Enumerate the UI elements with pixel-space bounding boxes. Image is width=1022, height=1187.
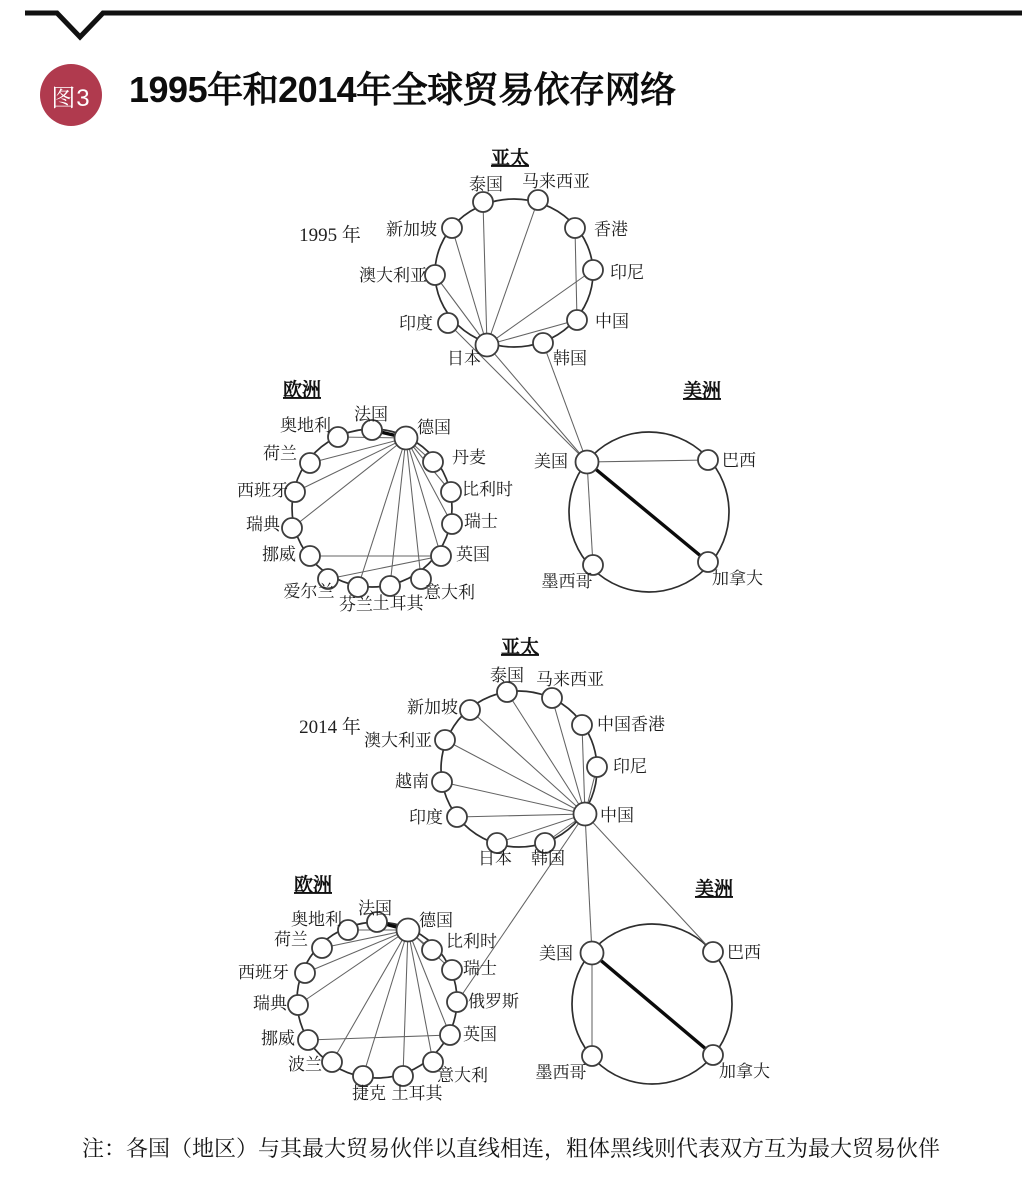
node-label-2014-巴西: 巴西 [727,943,761,962]
edge-2014-土耳其-德国 [403,930,408,1076]
node-label-1995-马来西亚: 马来西亚 [522,172,590,191]
node-2014-比利时 [422,940,442,960]
edge-2014-美国-加拿大 [592,953,713,1055]
edge-1995-瑞典-德国 [292,438,406,528]
node-label-1995-爱尔兰: 爱尔兰 [283,582,335,601]
node-label-1995-中国: 中国 [595,312,629,331]
node-label-1995-加拿大: 加拿大 [712,569,763,588]
node-1995-土耳其 [380,576,400,596]
year-label-1995: 1995 年 [299,225,361,246]
node-label-2014-新加坡: 新加坡 [407,698,458,717]
node-1995-比利时 [441,482,461,502]
node-2014-俄罗斯 [447,992,467,1012]
node-label-2014-意大利: 意大利 [437,1066,488,1085]
region-title-1995-亚太: 亚太 [490,148,530,169]
node-2014-巴西 [703,942,723,962]
node-label-1995-澳大利亚: 澳大利亚 [359,266,427,285]
node-1995-挪威 [300,546,320,566]
node-label-2014-法国: 法国 [358,899,392,918]
node-2014-新加坡 [460,700,480,720]
node-label-1995-瑞典: 瑞典 [246,515,280,534]
node-label-2014-西班牙: 西班牙 [238,963,289,982]
region-title-2014-欧洲: 欧洲 [293,875,333,896]
edge-2014-泰国-中国 [507,692,585,814]
node-2014-捷克 [353,1066,373,1086]
node-2014-印度 [447,807,467,827]
edge-1995-中国-日本 [487,320,577,345]
node-label-2014-英国: 英国 [463,1025,497,1044]
node-label-1995-德国: 德国 [417,418,451,437]
node-label-2014-俄罗斯: 俄罗斯 [468,992,519,1011]
node-2014-越南 [432,772,452,792]
node-1995-瑞典 [282,518,302,538]
node-label-2014-中国香港: 中国香港 [597,715,665,734]
node-label-2014-奥地利: 奥地利 [291,910,342,929]
node-label-2014-土耳其: 土耳其 [391,1084,443,1103]
node-label-2014-加拿大: 加拿大 [719,1062,770,1081]
node-label-2014-马来西亚: 马来西亚 [536,670,604,689]
node-1995-荷兰 [300,453,320,473]
node-label-2014-捷克: 捷克 [352,1084,386,1103]
edge-2014-巴西-中国 [585,814,713,952]
region-title-1995-美洲: 美洲 [682,381,722,402]
node-1995-澳大利亚 [425,265,445,285]
node-2014-土耳其 [393,1066,413,1086]
node-1995-西班牙 [285,482,305,502]
node-label-1995-巴西: 巴西 [722,451,756,470]
node-label-1995-瑞士: 瑞士 [464,512,498,531]
node-1995-新加坡 [442,218,462,238]
edge-1995-意大利-德国 [406,438,421,579]
node-label-2014-德国: 德国 [419,911,453,930]
node-1995-芬兰 [348,577,368,597]
node-label-1995-墨西哥: 墨西哥 [541,572,593,591]
node-label-1995-美国: 美国 [534,452,568,471]
edge-1995-美国-加拿大 [587,462,708,562]
node-label-1995-荷兰: 荷兰 [263,444,297,463]
edge-1995-马来西亚-日本 [487,200,538,345]
node-label-2014-墨西哥: 墨西哥 [535,1063,587,1082]
node-2014-中国 [574,803,597,826]
node-2014-瑞士 [442,960,462,980]
edge-2014-中国香港-中国 [582,725,585,814]
node-label-2014-韩国: 韩国 [531,849,565,868]
node-label-2014-波兰: 波兰 [288,1055,322,1074]
node-1995-瑞士 [442,514,462,534]
node-label-2014-比利时: 比利时 [446,932,497,951]
node-1995-德国 [395,427,418,450]
edge-2014-中国-美国 [585,814,592,953]
node-label-2014-澳大利亚: 澳大利亚 [364,731,432,750]
node-2014-挪威 [298,1030,318,1050]
node-label-2014-中国: 中国 [600,806,634,825]
node-2014-澳大利亚 [435,730,455,750]
node-2014-中国香港 [572,715,592,735]
node-label-1995-西班牙: 西班牙 [237,481,288,500]
node-label-2014-印度: 印度 [409,808,443,827]
edge-1995-瑞士-德国 [406,438,452,524]
node-label-1995-泰国: 泰国 [469,175,503,194]
node-label-1995-香港: 香港 [594,220,628,239]
edge-1995-澳大利亚-日本 [435,275,487,345]
node-1995-奥地利 [328,427,348,447]
node-1995-巴西 [698,450,718,470]
node-2014-瑞典 [288,995,308,1015]
node-label-1995-意大利: 意大利 [424,583,475,602]
node-1995-马来西亚 [528,190,548,210]
node-2014-美国 [581,942,604,965]
node-label-2014-印尼: 印尼 [613,757,647,776]
figure-title: 1995年和2014年全球贸易依存网络 [129,69,676,110]
node-1995-韩国 [533,333,553,353]
node-label-1995-芬兰: 芬兰 [339,595,373,614]
node-label-1995-日本: 日本 [447,349,481,368]
node-label-1995-丹麦: 丹麦 [452,448,486,467]
node-1995-印尼 [583,260,603,280]
node-1995-中国 [567,310,587,330]
node-label-1995-比利时: 比利时 [462,480,513,499]
region-title-1995-欧洲: 欧洲 [282,380,322,401]
node-label-1995-土耳其: 土耳其 [372,594,424,613]
edge-1995-印度-美国 [448,323,587,462]
node-2014-英国 [440,1025,460,1045]
node-1995-印度 [438,313,458,333]
node-1995-美国 [576,451,599,474]
node-label-2014-荷兰: 荷兰 [274,930,308,949]
figure-note: 注：各国（地区）与其最大贸易伙伴以直线相连，粗体黑线则代表双方互为最大贸易伙伴 [81,1136,940,1161]
figure-badge-label: 图3 [51,84,91,112]
node-label-2014-美国: 美国 [539,944,573,963]
year-label-2014: 2014 年 [299,717,361,738]
node-1995-丹麦 [423,452,443,472]
region-title-2014-美洲: 美洲 [694,879,734,900]
node-label-1995-挪威: 挪威 [262,545,296,564]
edge-1995-荷兰-德国 [310,438,406,463]
node-1995-泰国 [473,192,493,212]
node-label-1995-印度: 印度 [399,314,433,333]
edge-2014-印度-中国 [457,814,585,817]
node-label-1995-英国: 英国 [456,545,490,564]
edge-1995-香港-中国 [575,228,577,320]
node-2014-西班牙 [295,963,315,983]
node-1995-香港 [565,218,585,238]
edge-1995-美国-墨西哥 [587,462,593,565]
edge-1995-美国-巴西 [587,460,708,462]
node-2014-波兰 [322,1052,342,1072]
node-2014-荷兰 [312,938,332,958]
edge-1995-泰国-日本 [483,202,487,345]
region-title-2014-亚太: 亚太 [500,637,540,658]
node-label-1995-印尼: 印尼 [610,263,644,282]
node-1995-英国 [431,546,451,566]
node-label-1995-法国: 法国 [354,405,388,424]
node-label-1995-新加坡: 新加坡 [386,220,437,239]
node-label-1995-韩国: 韩国 [553,349,587,368]
node-label-1995-奥地利: 奥地利 [280,416,331,435]
node-2014-泰国 [497,682,517,702]
node-2014-德国 [397,919,420,942]
node-label-2014-挪威: 挪威 [261,1029,295,1048]
node-label-2014-瑞典: 瑞典 [253,994,287,1013]
node-label-2014-泰国: 泰国 [490,666,524,685]
node-2014-马来西亚 [542,688,562,708]
node-2014-印尼 [587,757,607,777]
node-label-2014-越南: 越南 [395,772,429,791]
node-label-2014-日本: 日本 [478,849,512,868]
edge-2014-捷克-德国 [363,930,408,1076]
node-label-2014-瑞士: 瑞士 [463,959,497,978]
edge-2014-波兰-德国 [332,930,408,1062]
